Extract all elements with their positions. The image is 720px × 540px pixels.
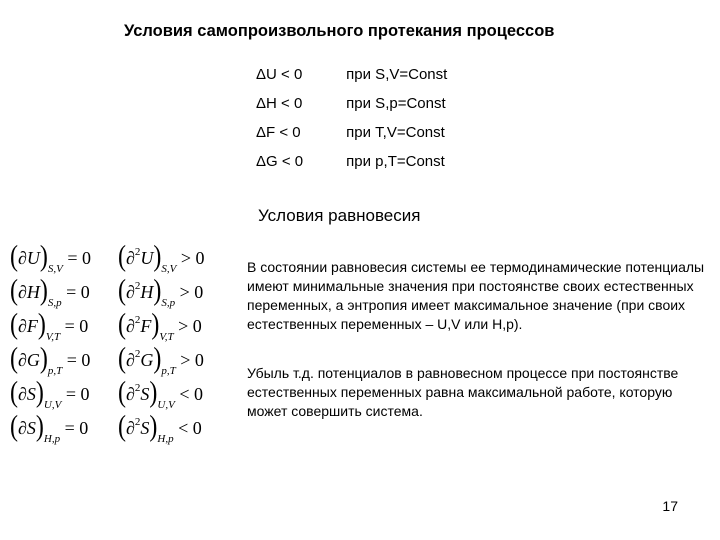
first-derivative: $(\partial F)_{V,T} = 0$ [10,308,89,343]
fixed-variables: S,p [161,297,176,309]
relation: = 0 [65,384,90,404]
relation: = 0 [67,248,92,268]
condition-row [256,66,447,83]
formula-row [10,410,235,445]
relation: = 0 [66,350,91,370]
relation: > 0 [179,282,204,302]
function-symbol: S [26,418,36,438]
condition-row [256,124,445,141]
fixed-variables: H,p [157,433,174,445]
first-derivative: $(\partial S)_{H,p} = 0$ [10,410,89,445]
function-symbol: U [26,248,40,268]
page-number: 17 [662,498,678,514]
formula-row [10,376,235,411]
slide-title: Условия самопроизвольного протекания процессов [124,22,555,40]
function-symbol: F [26,316,38,336]
relation: > 0 [180,350,204,370]
relation: < 0 [179,384,203,404]
second-derivative: $(\partial^2F)_{V,T} > 0$ [118,308,202,343]
fixed-variables: V,T [159,331,174,343]
second-derivative: $(\partial^2U)_{S,V} > 0$ [118,240,205,275]
condition-constraint: при S,V=Const [346,66,448,83]
function-symbol: F [140,316,152,336]
equilibrium-heading: Условия равновесия [258,206,421,225]
relation: = 0 [64,316,89,336]
formula-row [10,308,235,343]
equilibrium-paragraph: В состоянии равновесия системы ее термодинамические потенциалы имеют минимальные значения при постоянстве своих естественных переменных, а энтропия имеет максимальное значение (при своих естественных переменных – U,V или H,p). [247,259,705,332]
second-derivative: $(\partial^2G)_{p,T} > 0$ [118,342,204,377]
condition-expression: ΔF < 0 [256,124,301,141]
fixed-variables: p,T [161,365,176,377]
condition-constraint: при T,V=Const [346,124,445,141]
first-derivative: $(\partial H)_{S,p} = 0$ [10,274,90,309]
condition-expression: ΔH < 0 [256,95,303,112]
relation: < 0 [178,418,202,438]
condition-expression: ΔG < 0 [256,153,304,170]
condition-row [256,95,446,112]
relation: > 0 [180,248,205,268]
function-symbol: H [140,282,154,302]
second-derivative: $(\partial^2H)_{S,p} > 0$ [118,274,204,309]
first-derivative: $(\partial U)_{S,V} = 0$ [10,240,92,275]
fixed-variables: S,p [47,297,62,309]
condition-row [256,153,445,170]
fixed-variables: U,V [157,399,175,411]
function-symbol: S [140,418,150,438]
first-derivative: $(\partial G)_{p,T} = 0$ [10,342,91,377]
formula-row [10,240,235,275]
fixed-variables: S,V [161,263,177,275]
function-symbol: S [140,384,150,404]
condition-constraint: при S,p=Const [346,95,446,112]
condition-constraint: при p,T=Const [346,153,445,170]
relation: > 0 [178,316,202,336]
second-derivative: $(\partial^2S)_{U,V} < 0$ [118,376,203,411]
first-derivative: $(\partial S)_{U,V} = 0$ [10,376,90,411]
relation: = 0 [64,418,89,438]
second-derivative: $(\partial^2S)_{H,p} < 0$ [118,410,202,445]
fixed-variables: p,T [47,365,63,377]
function-symbol: H [26,282,40,302]
function-symbol: G [140,350,154,370]
work-paragraph: Убыль т.д. потенциалов в равновесном процессе при постоянстве естественных переменных равна максимальной работе, которую может совершить система. [247,365,679,419]
relation: = 0 [66,282,90,302]
fixed-variables: U,V [43,399,62,411]
fixed-variables: H,p [43,433,61,445]
fixed-variables: V,T [45,331,61,343]
function-symbol: G [26,350,40,370]
condition-expression: ΔU < 0 [256,66,303,83]
fixed-variables: S,V [47,263,63,275]
function-symbol: S [26,384,36,404]
formula-row [10,274,235,309]
formula-row [10,342,235,377]
equilibrium-formulas [10,240,235,454]
function-symbol: U [140,248,154,268]
